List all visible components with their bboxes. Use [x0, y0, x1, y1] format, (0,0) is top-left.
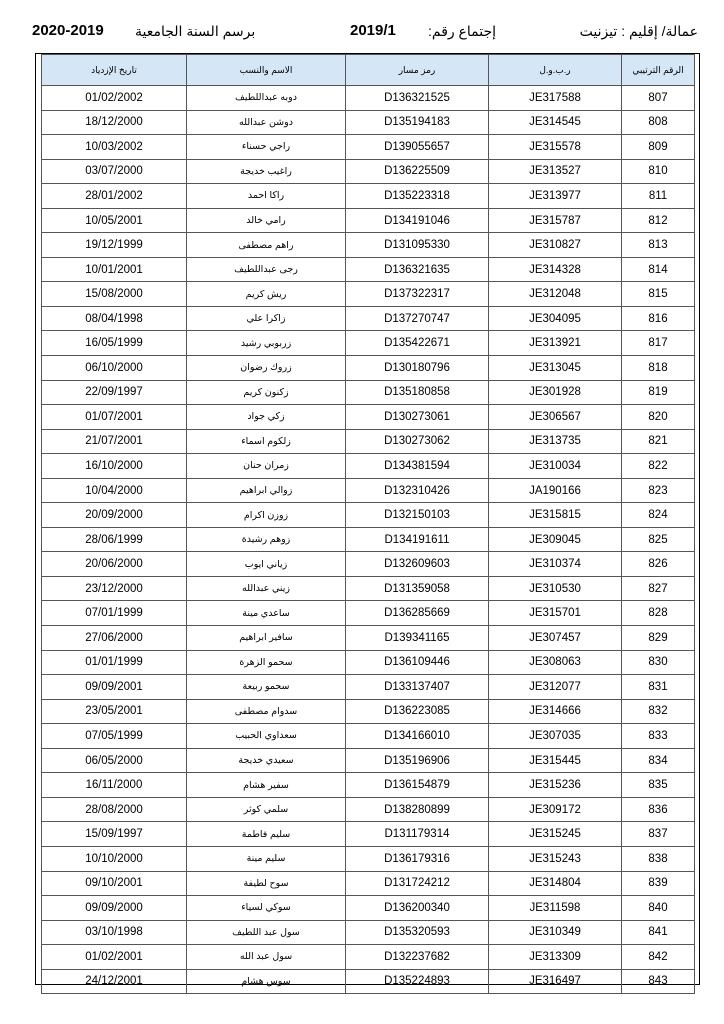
- cin-cell: JE308063: [489, 650, 622, 675]
- name-cell: زلكوم اسماء: [187, 429, 346, 454]
- name-cell: زوالي ابراهيم: [187, 478, 346, 503]
- name-cell: راكا احمد: [187, 184, 346, 209]
- name-cell: سفير هشام: [187, 773, 346, 798]
- dob-cell: 10/01/2001: [42, 257, 187, 282]
- cin-cell: JE317588: [489, 86, 622, 111]
- cin-cell: JE306567: [489, 405, 622, 430]
- table-row: [42, 257, 695, 282]
- cin-cell: JE313045: [489, 356, 622, 381]
- table-header-row: [42, 55, 695, 86]
- number-cell: 829: [622, 626, 695, 651]
- number-cell: 838: [622, 846, 695, 871]
- dob-cell: 15/09/1997: [42, 822, 187, 847]
- massar-cell: D134191046: [346, 208, 489, 233]
- cin-cell: JE301928: [489, 380, 622, 405]
- table-row: [42, 233, 695, 258]
- dob-cell: 01/07/2001: [42, 405, 187, 430]
- massar-cell: D135223318: [346, 184, 489, 209]
- massar-cell: D134191611: [346, 527, 489, 552]
- cin-cell: JE314666: [489, 699, 622, 724]
- number-cell: 809: [622, 135, 695, 160]
- table-row: [42, 896, 695, 921]
- column-header-name: الاسم والنسب: [187, 55, 346, 86]
- table-row: [42, 380, 695, 405]
- table-row: [42, 724, 695, 749]
- dob-cell: 28/01/2002: [42, 184, 187, 209]
- name-cell: سحمو الزهرة: [187, 650, 346, 675]
- name-cell: زروك رضوان: [187, 356, 346, 381]
- cin-cell: JE310530: [489, 576, 622, 601]
- cin-cell: JE310827: [489, 233, 622, 258]
- massar-cell: D136223085: [346, 699, 489, 724]
- meeting-number: 2019/1: [350, 22, 396, 39]
- number-cell: 812: [622, 208, 695, 233]
- name-cell: رجى عبداللطيف: [187, 257, 346, 282]
- dob-cell: 23/05/2001: [42, 699, 187, 724]
- number-cell: 842: [622, 945, 695, 970]
- massar-cell: D139055657: [346, 135, 489, 160]
- meeting-label: إجتماع رقم:: [428, 23, 497, 39]
- dob-cell: 03/07/2000: [42, 159, 187, 184]
- dob-cell: 08/04/1998: [42, 306, 187, 331]
- cin-cell: JE315701: [489, 601, 622, 626]
- dob-cell: 19/12/1999: [42, 233, 187, 258]
- cin-cell: JE315243: [489, 846, 622, 871]
- number-cell: 841: [622, 920, 695, 945]
- column-header-cin: ر.ب.و.ل: [489, 55, 622, 86]
- cin-cell: JE304095: [489, 306, 622, 331]
- name-cell: ريش كريم: [187, 282, 346, 307]
- table-row: [42, 822, 695, 847]
- massar-cell: D136321525: [346, 86, 489, 111]
- massar-cell: D137322317: [346, 282, 489, 307]
- massar-cell: D133137407: [346, 675, 489, 700]
- dob-cell: 09/10/2001: [42, 871, 187, 896]
- column-header-number: الرقم الترتيبي: [622, 55, 695, 86]
- massar-cell: D131095330: [346, 233, 489, 258]
- table-row: [42, 945, 695, 970]
- dob-cell: 10/10/2000: [42, 846, 187, 871]
- massar-cell: D132237682: [346, 945, 489, 970]
- number-cell: 828: [622, 601, 695, 626]
- dob-cell: 07/05/1999: [42, 724, 187, 749]
- table-row: [42, 969, 695, 994]
- name-cell: راجي حسناء: [187, 135, 346, 160]
- dob-cell: 03/10/1998: [42, 920, 187, 945]
- name-cell: زكي جواد: [187, 405, 346, 430]
- cin-cell: JE313921: [489, 331, 622, 356]
- dob-cell: 28/08/2000: [42, 797, 187, 822]
- name-cell: دوبه عبداللطيف: [187, 86, 346, 111]
- dob-cell: 16/11/2000: [42, 773, 187, 798]
- massar-cell: D131724212: [346, 871, 489, 896]
- dob-cell: 10/05/2001: [42, 208, 187, 233]
- table-row: [42, 576, 695, 601]
- dob-cell: 01/01/1999: [42, 650, 187, 675]
- province-label: عمالة/ إقليم : تيزنيت: [579, 23, 698, 39]
- number-cell: 840: [622, 896, 695, 921]
- table-row: [42, 675, 695, 700]
- cin-cell: JE313735: [489, 429, 622, 454]
- number-cell: 821: [622, 429, 695, 454]
- number-cell: 816: [622, 306, 695, 331]
- number-cell: 813: [622, 233, 695, 258]
- table-row: [42, 331, 695, 356]
- name-cell: سول عبد الله: [187, 945, 346, 970]
- table-row: [42, 601, 695, 626]
- column-header-dob: تاريخ الإزدياد: [42, 55, 187, 86]
- name-cell: زياني ايوب: [187, 552, 346, 577]
- table-row: [42, 699, 695, 724]
- name-cell: راغيب خديجة: [187, 159, 346, 184]
- number-cell: 819: [622, 380, 695, 405]
- cin-cell: JE312077: [489, 675, 622, 700]
- cin-cell: JE309172: [489, 797, 622, 822]
- massar-cell: D136154879: [346, 773, 489, 798]
- cin-cell: JE315245: [489, 822, 622, 847]
- dob-cell: 18/12/2000: [42, 110, 187, 135]
- number-cell: 808: [622, 110, 695, 135]
- table-row: [42, 650, 695, 675]
- number-cell: 832: [622, 699, 695, 724]
- number-cell: 820: [622, 405, 695, 430]
- name-cell: زاكرا علي: [187, 306, 346, 331]
- dob-cell: 28/06/1999: [42, 527, 187, 552]
- massar-cell: D130273061: [346, 405, 489, 430]
- dob-cell: 09/09/2000: [42, 896, 187, 921]
- dob-cell: 09/09/2001: [42, 675, 187, 700]
- cin-cell: JE315787: [489, 208, 622, 233]
- table-body: [42, 86, 695, 994]
- number-cell: 833: [622, 724, 695, 749]
- academic-year-label: برسم السنة الجامعية: [135, 23, 256, 39]
- cin-cell: JE313977: [489, 184, 622, 209]
- number-cell: 843: [622, 969, 695, 994]
- cin-cell: JE315815: [489, 503, 622, 528]
- massar-cell: D130180796: [346, 356, 489, 381]
- table-row: [42, 356, 695, 381]
- massar-cell: D135320593: [346, 920, 489, 945]
- name-cell: سحمو ربيعة: [187, 675, 346, 700]
- cin-cell: JE315445: [489, 748, 622, 773]
- name-cell: سعداوي الحبيب: [187, 724, 346, 749]
- number-cell: 826: [622, 552, 695, 577]
- table-row: [42, 208, 695, 233]
- cin-cell: JE314804: [489, 871, 622, 896]
- cin-cell: JE315236: [489, 773, 622, 798]
- table-row: [42, 773, 695, 798]
- name-cell: زوزن اكرام: [187, 503, 346, 528]
- cin-cell: JE307035: [489, 724, 622, 749]
- dob-cell: 24/12/2001: [42, 969, 187, 994]
- name-cell: زيني عبدالله: [187, 576, 346, 601]
- table-row: [42, 429, 695, 454]
- cin-cell: JE312048: [489, 282, 622, 307]
- massar-cell: D136109446: [346, 650, 489, 675]
- number-cell: 834: [622, 748, 695, 773]
- massar-cell: D131179314: [346, 822, 489, 847]
- number-cell: 817: [622, 331, 695, 356]
- name-cell: سافير ابراهيم: [187, 626, 346, 651]
- massar-cell: D135194183: [346, 110, 489, 135]
- academic-years: 2020-2019: [32, 22, 104, 39]
- number-cell: 822: [622, 454, 695, 479]
- table-row: [42, 626, 695, 651]
- massar-cell: D134166010: [346, 724, 489, 749]
- table-row: [42, 282, 695, 307]
- number-cell: 830: [622, 650, 695, 675]
- cin-cell: JE311598: [489, 896, 622, 921]
- dob-cell: 10/04/2000: [42, 478, 187, 503]
- number-cell: 824: [622, 503, 695, 528]
- name-cell: سدوام مصطفى: [187, 699, 346, 724]
- table-row: [42, 920, 695, 945]
- massar-cell: D135196906: [346, 748, 489, 773]
- cin-cell: JE313309: [489, 945, 622, 970]
- dob-cell: 07/01/1999: [42, 601, 187, 626]
- name-cell: سوكي لسياء: [187, 896, 346, 921]
- table-row: [42, 748, 695, 773]
- name-cell: رامي خالد: [187, 208, 346, 233]
- dob-cell: 20/06/2000: [42, 552, 187, 577]
- table-row: [42, 135, 695, 160]
- massar-cell: D131359058: [346, 576, 489, 601]
- cin-cell: JE310034: [489, 454, 622, 479]
- name-cell: سول عبد اللطيف: [187, 920, 346, 945]
- name-cell: سليم مينة: [187, 846, 346, 871]
- dob-cell: 15/08/2000: [42, 282, 187, 307]
- dob-cell: 06/05/2000: [42, 748, 187, 773]
- number-cell: 818: [622, 356, 695, 381]
- table-row: [42, 306, 695, 331]
- number-cell: 823: [622, 478, 695, 503]
- number-cell: 839: [622, 871, 695, 896]
- cin-cell: JE310374: [489, 552, 622, 577]
- cin-cell: JE310349: [489, 920, 622, 945]
- table-row: [42, 871, 695, 896]
- number-cell: 836: [622, 797, 695, 822]
- name-cell: سعيدي خديجة: [187, 748, 346, 773]
- massar-cell: D132609603: [346, 552, 489, 577]
- table-row: [42, 552, 695, 577]
- name-cell: زوهم رشيدة: [187, 527, 346, 552]
- table-row: [42, 159, 695, 184]
- name-cell: سليم فاطمة: [187, 822, 346, 847]
- number-cell: 807: [622, 86, 695, 111]
- table-row: [42, 454, 695, 479]
- cin-cell: JE316497: [489, 969, 622, 994]
- table-row: [42, 110, 695, 135]
- dob-cell: 16/05/1999: [42, 331, 187, 356]
- massar-cell: D135224893: [346, 969, 489, 994]
- table-row: [42, 478, 695, 503]
- column-header-massar: رمز مسار: [346, 55, 489, 86]
- name-cell: زمران حنان: [187, 454, 346, 479]
- students-table: [41, 54, 695, 994]
- massar-cell: D136321635: [346, 257, 489, 282]
- massar-cell: D138280899: [346, 797, 489, 822]
- massar-cell: D132310426: [346, 478, 489, 503]
- document-frame: [35, 53, 700, 988]
- number-cell: 835: [622, 773, 695, 798]
- name-cell: ساعدي مينة: [187, 601, 346, 626]
- dob-cell: 23/12/2000: [42, 576, 187, 601]
- massar-cell: D134381594: [346, 454, 489, 479]
- number-cell: 827: [622, 576, 695, 601]
- number-cell: 814: [622, 257, 695, 282]
- cin-cell: JE309045: [489, 527, 622, 552]
- massar-cell: D130273062: [346, 429, 489, 454]
- dob-cell: 10/03/2002: [42, 135, 187, 160]
- dob-cell: 20/09/2000: [42, 503, 187, 528]
- dob-cell: 06/10/2000: [42, 356, 187, 381]
- massar-cell: D136285669: [346, 601, 489, 626]
- name-cell: زربوبي رشيد: [187, 331, 346, 356]
- name-cell: راهم مصطفى: [187, 233, 346, 258]
- number-cell: 831: [622, 675, 695, 700]
- massar-cell: D137270747: [346, 306, 489, 331]
- cin-cell: JA190166: [489, 478, 622, 503]
- cin-cell: JE314328: [489, 257, 622, 282]
- number-cell: 825: [622, 527, 695, 552]
- cin-cell: JE315578: [489, 135, 622, 160]
- dob-cell: 01/02/2002: [42, 86, 187, 111]
- page-header: [32, 20, 698, 42]
- massar-cell: D135180858: [346, 380, 489, 405]
- massar-cell: D139341165: [346, 626, 489, 651]
- massar-cell: D136200340: [346, 896, 489, 921]
- dob-cell: 27/06/2000: [42, 626, 187, 651]
- massar-cell: D136179316: [346, 846, 489, 871]
- number-cell: 811: [622, 184, 695, 209]
- table-row: [42, 846, 695, 871]
- dob-cell: 01/02/2001: [42, 945, 187, 970]
- cin-cell: JE314545: [489, 110, 622, 135]
- table-row: [42, 527, 695, 552]
- dob-cell: 22/09/1997: [42, 380, 187, 405]
- dob-cell: 16/10/2000: [42, 454, 187, 479]
- name-cell: دوشن عبدالله: [187, 110, 346, 135]
- name-cell: سوس هشام: [187, 969, 346, 994]
- table-row: [42, 797, 695, 822]
- name-cell: زكنون كريم: [187, 380, 346, 405]
- massar-cell: D135422671: [346, 331, 489, 356]
- dob-cell: 21/07/2001: [42, 429, 187, 454]
- cin-cell: JE313527: [489, 159, 622, 184]
- name-cell: سلمي كوثر: [187, 797, 346, 822]
- number-cell: 837: [622, 822, 695, 847]
- cin-cell: JE307457: [489, 626, 622, 651]
- table-row: [42, 503, 695, 528]
- table-row: [42, 405, 695, 430]
- name-cell: سوح لطيفة: [187, 871, 346, 896]
- massar-cell: D136225509: [346, 159, 489, 184]
- table-row: [42, 86, 695, 111]
- table-row: [42, 184, 695, 209]
- number-cell: 815: [622, 282, 695, 307]
- massar-cell: D132150103: [346, 503, 489, 528]
- number-cell: 810: [622, 159, 695, 184]
